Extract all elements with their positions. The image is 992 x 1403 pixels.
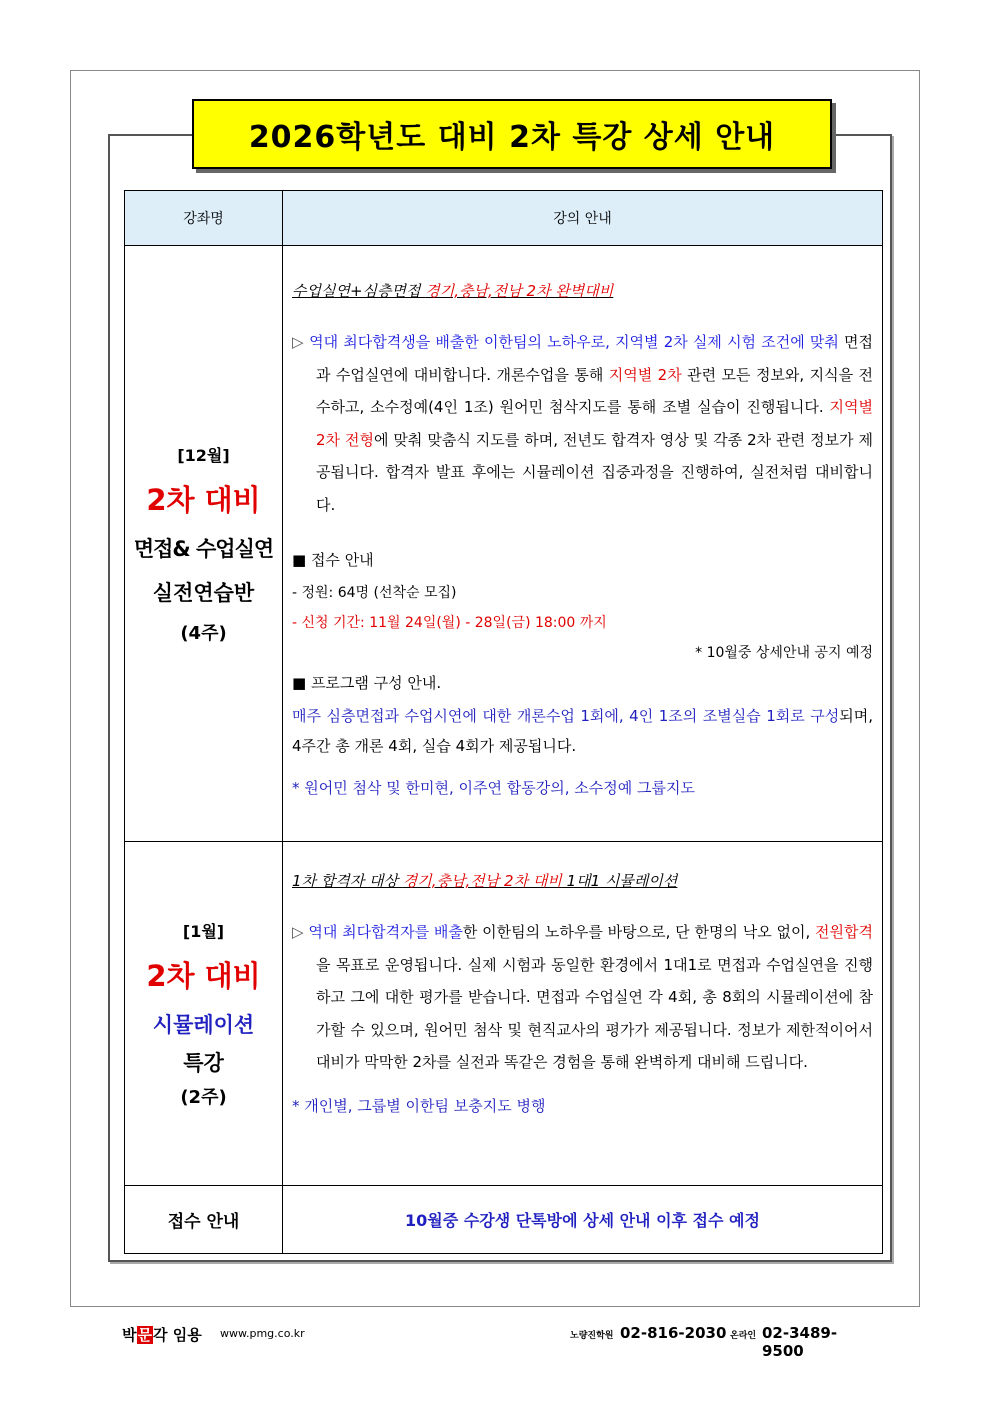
table-row: [125, 842, 883, 1186]
col-header-course-info: 강의 안내: [283, 191, 883, 246]
course-description: ▷ 역대 최다합격생을 배출한 이한팀의 노하우로, 지역별 2차 실제 시험 조건에 맞춰 면접과 수업실연에 대비합니다. 개론수업을 통해 지역별 2차 관련 모든 정보와, 지식을 전수하고, 소수정예(4인 1조) 원어민 첨삭지도를 통해 조별 실습이 진행됩니다. 지역별 2차 전형에 맞춰 맞춤식 지도를 하며, 전년도 합격자 영상 및 각종 2차 관련 정보가 제공됩니다. 합격자 발표 후에는 시뮬레이션 집중과정을 진행하여, 실전처럼 대비합니다.: [292, 333, 873, 514]
table-row: [125, 1186, 883, 1254]
course-name-cell: [125, 842, 283, 1186]
footer: [122, 1322, 872, 1360]
campus-phone: 02-816-2030: [620, 1324, 727, 1342]
course-subtitle-2: 실전연습반: [152, 580, 255, 605]
registration-info: 10월중 수강생 단톡방에 상세 안내 이후 접수 예정: [283, 1186, 883, 1254]
registration-note: * 10월중 상세안내 공지 예정: [695, 645, 873, 661]
course-month: [12월]: [177, 445, 230, 465]
course-subtitle-2: 특강: [183, 1050, 224, 1075]
registration-label: 접수 안내: [125, 1186, 283, 1254]
brand-logo: 박문각 임용: [122, 1326, 202, 1344]
course-note: * 개인별, 그룹별 이한팀 보충지도 병행: [292, 1096, 546, 1115]
website-link[interactable]: www.pmg.co.kr: [220, 1327, 305, 1340]
course-subtitle: 1차 합격자 대상 경기,충남,전남 2차 대비 1대1 시뮬레이션: [292, 872, 678, 890]
course-subtitle-1: 면접& 수업실연: [133, 536, 274, 561]
course-note: * 원어민 첨삭 및 한미현, 이주연 합동강의, 소수정예 그룹지도: [292, 779, 695, 797]
registration-period: - 신청 기간: 11월 24일(월) - 28일(금) 18:00 까지: [292, 615, 607, 631]
table-header-row: [125, 191, 883, 246]
page-title: 2026학년도 대비 2차 특강 상세 안내: [192, 99, 832, 169]
registration-capacity: - 정원: 64명 (선착순 모집): [292, 585, 457, 601]
col-header-course-name: 강좌명: [125, 191, 283, 246]
course-big-title: 2차 대비: [146, 958, 261, 993]
course-month: [1월]: [182, 921, 225, 941]
table-row: [125, 246, 883, 842]
program-description: 매주 심층면접과 수업시연에 대한 개론수업 1회에, 4인 1조의 조별실습 1회로 구성되며, 4주간 총 개론 4회, 실습 4회가 제공됩니다.: [292, 707, 873, 755]
registration-heading: ■ 접수 안내: [292, 551, 374, 569]
course-info-cell: [283, 842, 883, 1186]
online-label: 온라인: [730, 1331, 757, 1341]
course-info-cell: [283, 246, 883, 842]
course-weeks: (2주): [180, 1086, 227, 1108]
program-heading: ■ 프로그램 구성 안내.: [292, 674, 442, 692]
course-weeks: (4주): [180, 622, 227, 644]
course-name-cell: [125, 246, 283, 842]
course-table: [124, 190, 883, 1254]
course-subtitle: 수업실연+심층면접 경기,충남,전남 2차 완벽대비: [292, 282, 614, 300]
course-big-title: 2차 대비: [146, 482, 261, 517]
course-subtitle-1: 시뮬레이션: [152, 1012, 255, 1037]
campus-label: 노량진학원: [570, 1331, 614, 1341]
online-phone: 02-3489-9500: [762, 1324, 838, 1360]
course-description: ▷ 역대 최다합격자를 배출한 이한팀의 노하우를 바탕으로, 단 한명의 낙오 없이, 전원합격을 목표로 운영됩니다. 실제 시험과 동일한 환경에서 1대1로 면접과 수업실연을 진행하고 그에 대한 평가를 받습니다. 면접과 수업실연 각 4회, 총 8회의 시뮬레이션에 참가할 수 있으며, 원어민 첨삭 및 현직교사의 평가가 제공됩니다. 정보가 제한적이어서 대비가 막막한 2차를 실전과 똑같은 경험을 통해 완벽하게 대비해 드립니다.: [292, 923, 873, 1071]
